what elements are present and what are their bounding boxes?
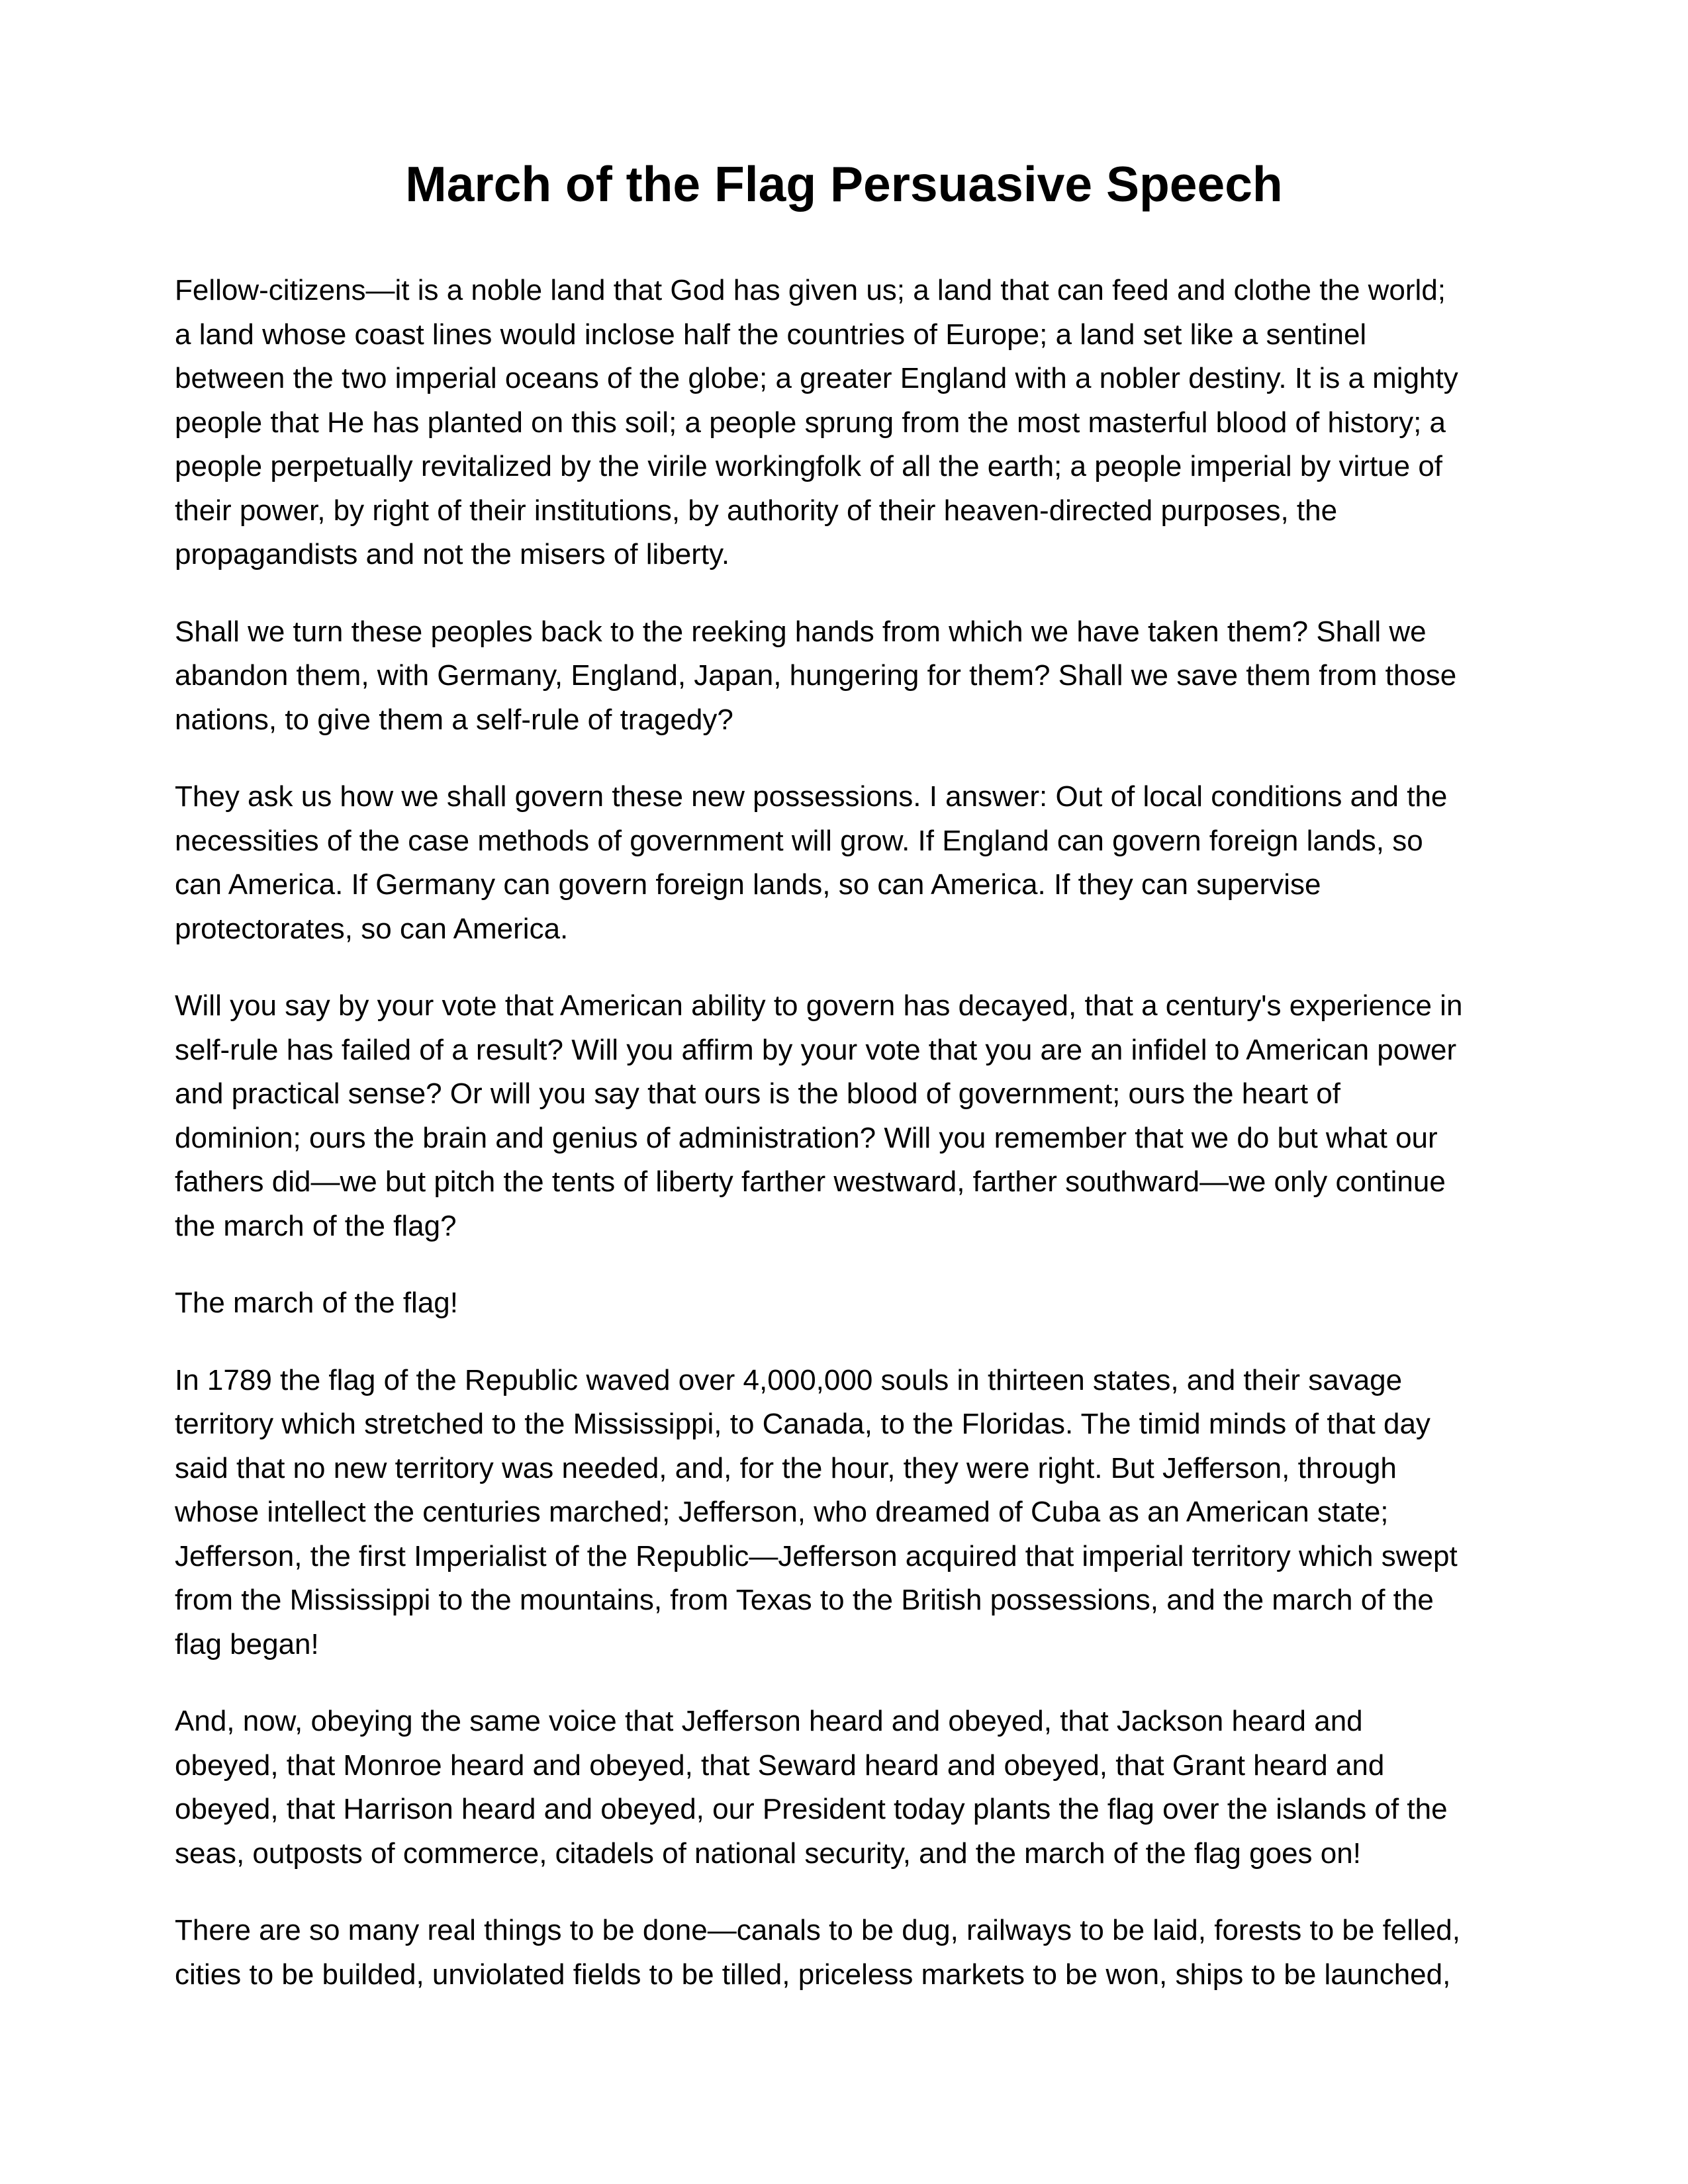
paragraph-line: There are so many real things to be done—canals to be dug, railways to be laid, forests to be felled,	[175, 1914, 1460, 1946]
paragraph	[175, 1700, 1519, 1876]
paragraph-line: whose intellect the centuries marched; Jefferson, who dreamed of Cuba as an American state;	[175, 1496, 1389, 1528]
paragraph-line: their power, by right of their institutions, by authority of their heaven-directed purposes, the	[175, 494, 1338, 527]
document-title: March of the Flag Persuasive Speech	[405, 156, 1283, 212]
paragraph-line: Shall we turn these peoples back to the reeking hands from which we have taken them? Shall we	[175, 615, 1427, 648]
paragraph-line: said that no new territory was needed, and, for the hour, they were right. But Jefferson, through	[175, 1451, 1397, 1484]
paragraph-line: seas, outposts of commerce, citadels of national security, and the march of the flag goes on!	[175, 1837, 1361, 1870]
paragraph-line: from the Mississippi to the mountains, from Texas to the British possessions, and the march of the	[175, 1584, 1434, 1616]
paragraph-line: propagandists and not the misers of liberty.	[175, 538, 730, 570]
paragraph-line: and practical sense? Or will you say that ours is the blood of government; ours the heart of	[175, 1077, 1340, 1110]
paragraph-line: They ask us how we shall govern these new possessions. I answer: Out of local conditions and the	[175, 780, 1448, 813]
paragraph-line: Will you say by your vote that American ability to govern has decayed, that a century's experience in	[175, 989, 1463, 1022]
paragraph-line: Jefferson, the first Imperialist of the Republic—Jefferson acquired that imperial territory which swept	[175, 1539, 1458, 1572]
paragraph-line: abandon them, with Germany, England, Japan, hungering for them? Shall we save them from those	[175, 659, 1457, 692]
paragraph-line: self-rule has failed of a result? Will you affirm by your vote that you are an infidel to American power	[175, 1033, 1457, 1066]
paragraph	[175, 610, 1519, 743]
paragraph-line: people that He has planted on this soil; a people sprung from the most masterful blood of history; a	[175, 406, 1446, 439]
paragraph-line: Fellow-citizens—it is a noble land that God has given us; a land that can feed and clothe the world;	[175, 274, 1446, 306]
paragraph	[175, 984, 1519, 1248]
paragraph	[175, 1359, 1519, 1667]
paragraph-line: cities to be builded, unviolated fields to be tilled, priceless markets to be won, ships to be launched,	[175, 1958, 1451, 1991]
paragraph	[175, 775, 1519, 951]
paragraph-line: flag began!	[175, 1627, 319, 1661]
paragraph-line: can America. If Germany can govern foreign lands, so can America. If they can supervise	[175, 868, 1321, 901]
document-body	[175, 269, 1519, 2030]
paragraph-line: protectorates, so can America.	[175, 912, 569, 945]
paragraph-line: fathers did—we but pitch the tents of liberty farther westward, farther southward—we only continue	[175, 1165, 1446, 1198]
paragraph	[175, 1909, 1519, 1997]
paragraph-line: nations, to give them a self-rule of tragedy?	[175, 703, 733, 736]
paragraph-line: between the two imperial oceans of the globe; a greater England with a nobler destiny. It is a mighty	[175, 362, 1458, 394]
paragraph-line: necessities of the case methods of government will grow. If England can govern foreign lands, so	[175, 824, 1423, 857]
paragraph-line: the march of the flag?	[175, 1209, 457, 1242]
paragraph-line: And, now, obeying the same voice that Jefferson heard and obeyed, that Jackson heard and	[175, 1705, 1363, 1737]
paragraph-line: In 1789 the flag of the Republic waved over 4,000,000 souls in thirteen states, and their savage	[175, 1363, 1403, 1396]
paragraph-line: obeyed, that Monroe heard and obeyed, that Seward heard and obeyed, that Grant heard and	[175, 1749, 1385, 1782]
paragraph-line: people perpetually revitalized by the virile workingfolk of all the earth; a people imperial by virtue of	[175, 450, 1443, 482]
paragraph-line: a land whose coast lines would inclose half the countries of Europe; a land set like a sentinel	[175, 318, 1367, 351]
paragraph-line: obeyed, that Harrison heard and obeyed, our President today plants the flag over the islands of the	[175, 1793, 1448, 1825]
paragraph-line: The march of the flag!	[175, 1287, 458, 1319]
paragraph	[175, 269, 1519, 577]
paragraph-line: dominion; ours the brain and genius of administration? Will you remember that we do but what our	[175, 1121, 1438, 1154]
paragraph	[175, 1281, 1519, 1326]
paragraph-line: territory which stretched to the Mississippi, to Canada, to the Floridas. The timid minds of that day	[175, 1408, 1430, 1440]
